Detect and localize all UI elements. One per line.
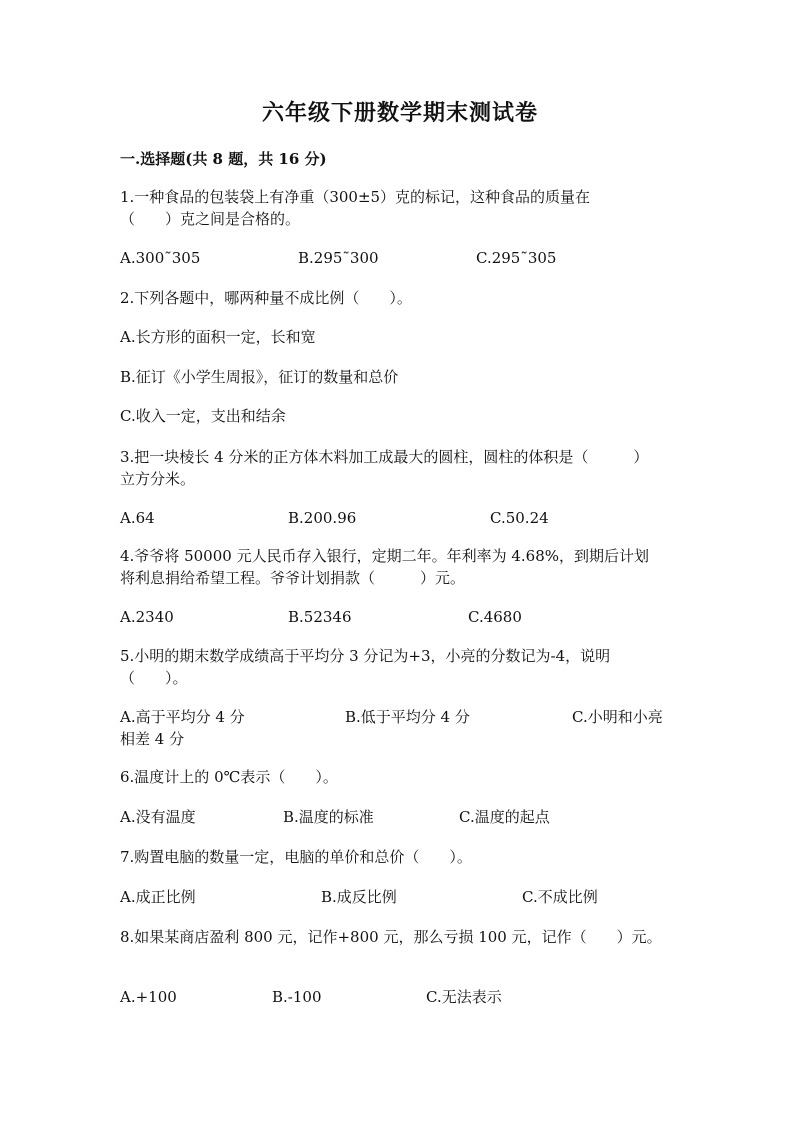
- option-c: C.小明和小亮: [572, 708, 663, 726]
- question-text: 7.购置电脑的数量一定，电脑的单价和总价（ ）。: [120, 848, 472, 866]
- option-a: A.长方形的面积一定，长和宽: [120, 328, 316, 346]
- question-7: [120, 846, 680, 868]
- option-b: B.温度的标准: [283, 808, 374, 826]
- question-6: [120, 766, 680, 788]
- options-6: [120, 806, 680, 828]
- option-c: C.50.24: [490, 509, 549, 527]
- question-text: 8.如果某商店盈利 800 元，记作+800 元，那么亏损 100 元，记作（ ）元。: [120, 928, 662, 946]
- question-text: 将利息捐给希望工程。爷爷计划捐款（ ）元。: [120, 569, 466, 587]
- option-a: A.没有温度: [120, 808, 196, 826]
- option-c: C.不成比例: [522, 888, 598, 906]
- option-b: B.-100: [272, 988, 322, 1006]
- options-8: [120, 986, 680, 1008]
- question-3: [120, 446, 680, 490]
- question-text: 立方分米。: [120, 470, 196, 488]
- options-4: [120, 606, 680, 628]
- question-text: 3.把一块棱长 4 分米的正方体木料加工成最大的圆柱，圆柱的体积是（ ）: [120, 448, 649, 466]
- question-text: （ ）克之间是合格的。: [120, 210, 301, 228]
- question-text: 4.爷爷将 50000 元人民币存入银行，定期二年。年利率为 4.68%，到期后计划: [120, 547, 649, 565]
- option-c-continued: 相差 4 分: [120, 730, 185, 748]
- question-text: （ ）。: [120, 669, 188, 687]
- option-c: C.无法表示: [426, 988, 502, 1006]
- option-a: A.64: [120, 509, 155, 527]
- option-b: B.295˜300: [298, 249, 379, 267]
- option-a: A.成正比例: [120, 888, 196, 906]
- option-b: B.低于平均分 4 分: [345, 708, 470, 726]
- options-3: [120, 507, 680, 529]
- option-b: B.征订《小学生周报》，征订的数量和总价: [120, 368, 399, 386]
- question-2: [120, 287, 680, 309]
- option-c: C.4680: [468, 608, 522, 626]
- options-7: [120, 886, 680, 908]
- question-5: [120, 645, 680, 689]
- option-b: B.成反比例: [321, 888, 397, 906]
- option-a: A.300˜305: [120, 249, 201, 267]
- option-c: C.295˜305: [476, 249, 557, 267]
- option-a: A.2340: [120, 608, 174, 626]
- option-c: C.收入一定，支出和结余: [120, 407, 286, 425]
- options-5: [120, 706, 680, 728]
- option-b: B.52346: [288, 608, 352, 626]
- option-b: B.200.96: [288, 509, 357, 527]
- question-text: 6.温度计上的 0℃表示（ ）。: [120, 768, 338, 786]
- options-1: [120, 247, 680, 269]
- option-a: A.高于平均分 4 分: [120, 708, 245, 726]
- question-1: [120, 186, 680, 230]
- section-heading: 一.选择题(共 8 题，共 16 分): [120, 150, 327, 168]
- question-text: 2.下列各题中，哪两种量不成比例（ ）。: [120, 289, 412, 307]
- question-text: 5.小明的期末数学成绩高于平均分 3 分记为+3，小亮的分数记为-4，说明: [120, 647, 611, 665]
- question-text: 1.一种食品的包装袋上有净重（300±5）克的标记，这种食品的质量在: [120, 188, 591, 206]
- option-a: A.+100: [120, 988, 177, 1006]
- option-c: C.温度的起点: [459, 808, 550, 826]
- page-title: 六年级下册数学期末测试卷: [261, 100, 538, 126]
- question-8: [120, 926, 680, 948]
- question-4: [120, 545, 680, 589]
